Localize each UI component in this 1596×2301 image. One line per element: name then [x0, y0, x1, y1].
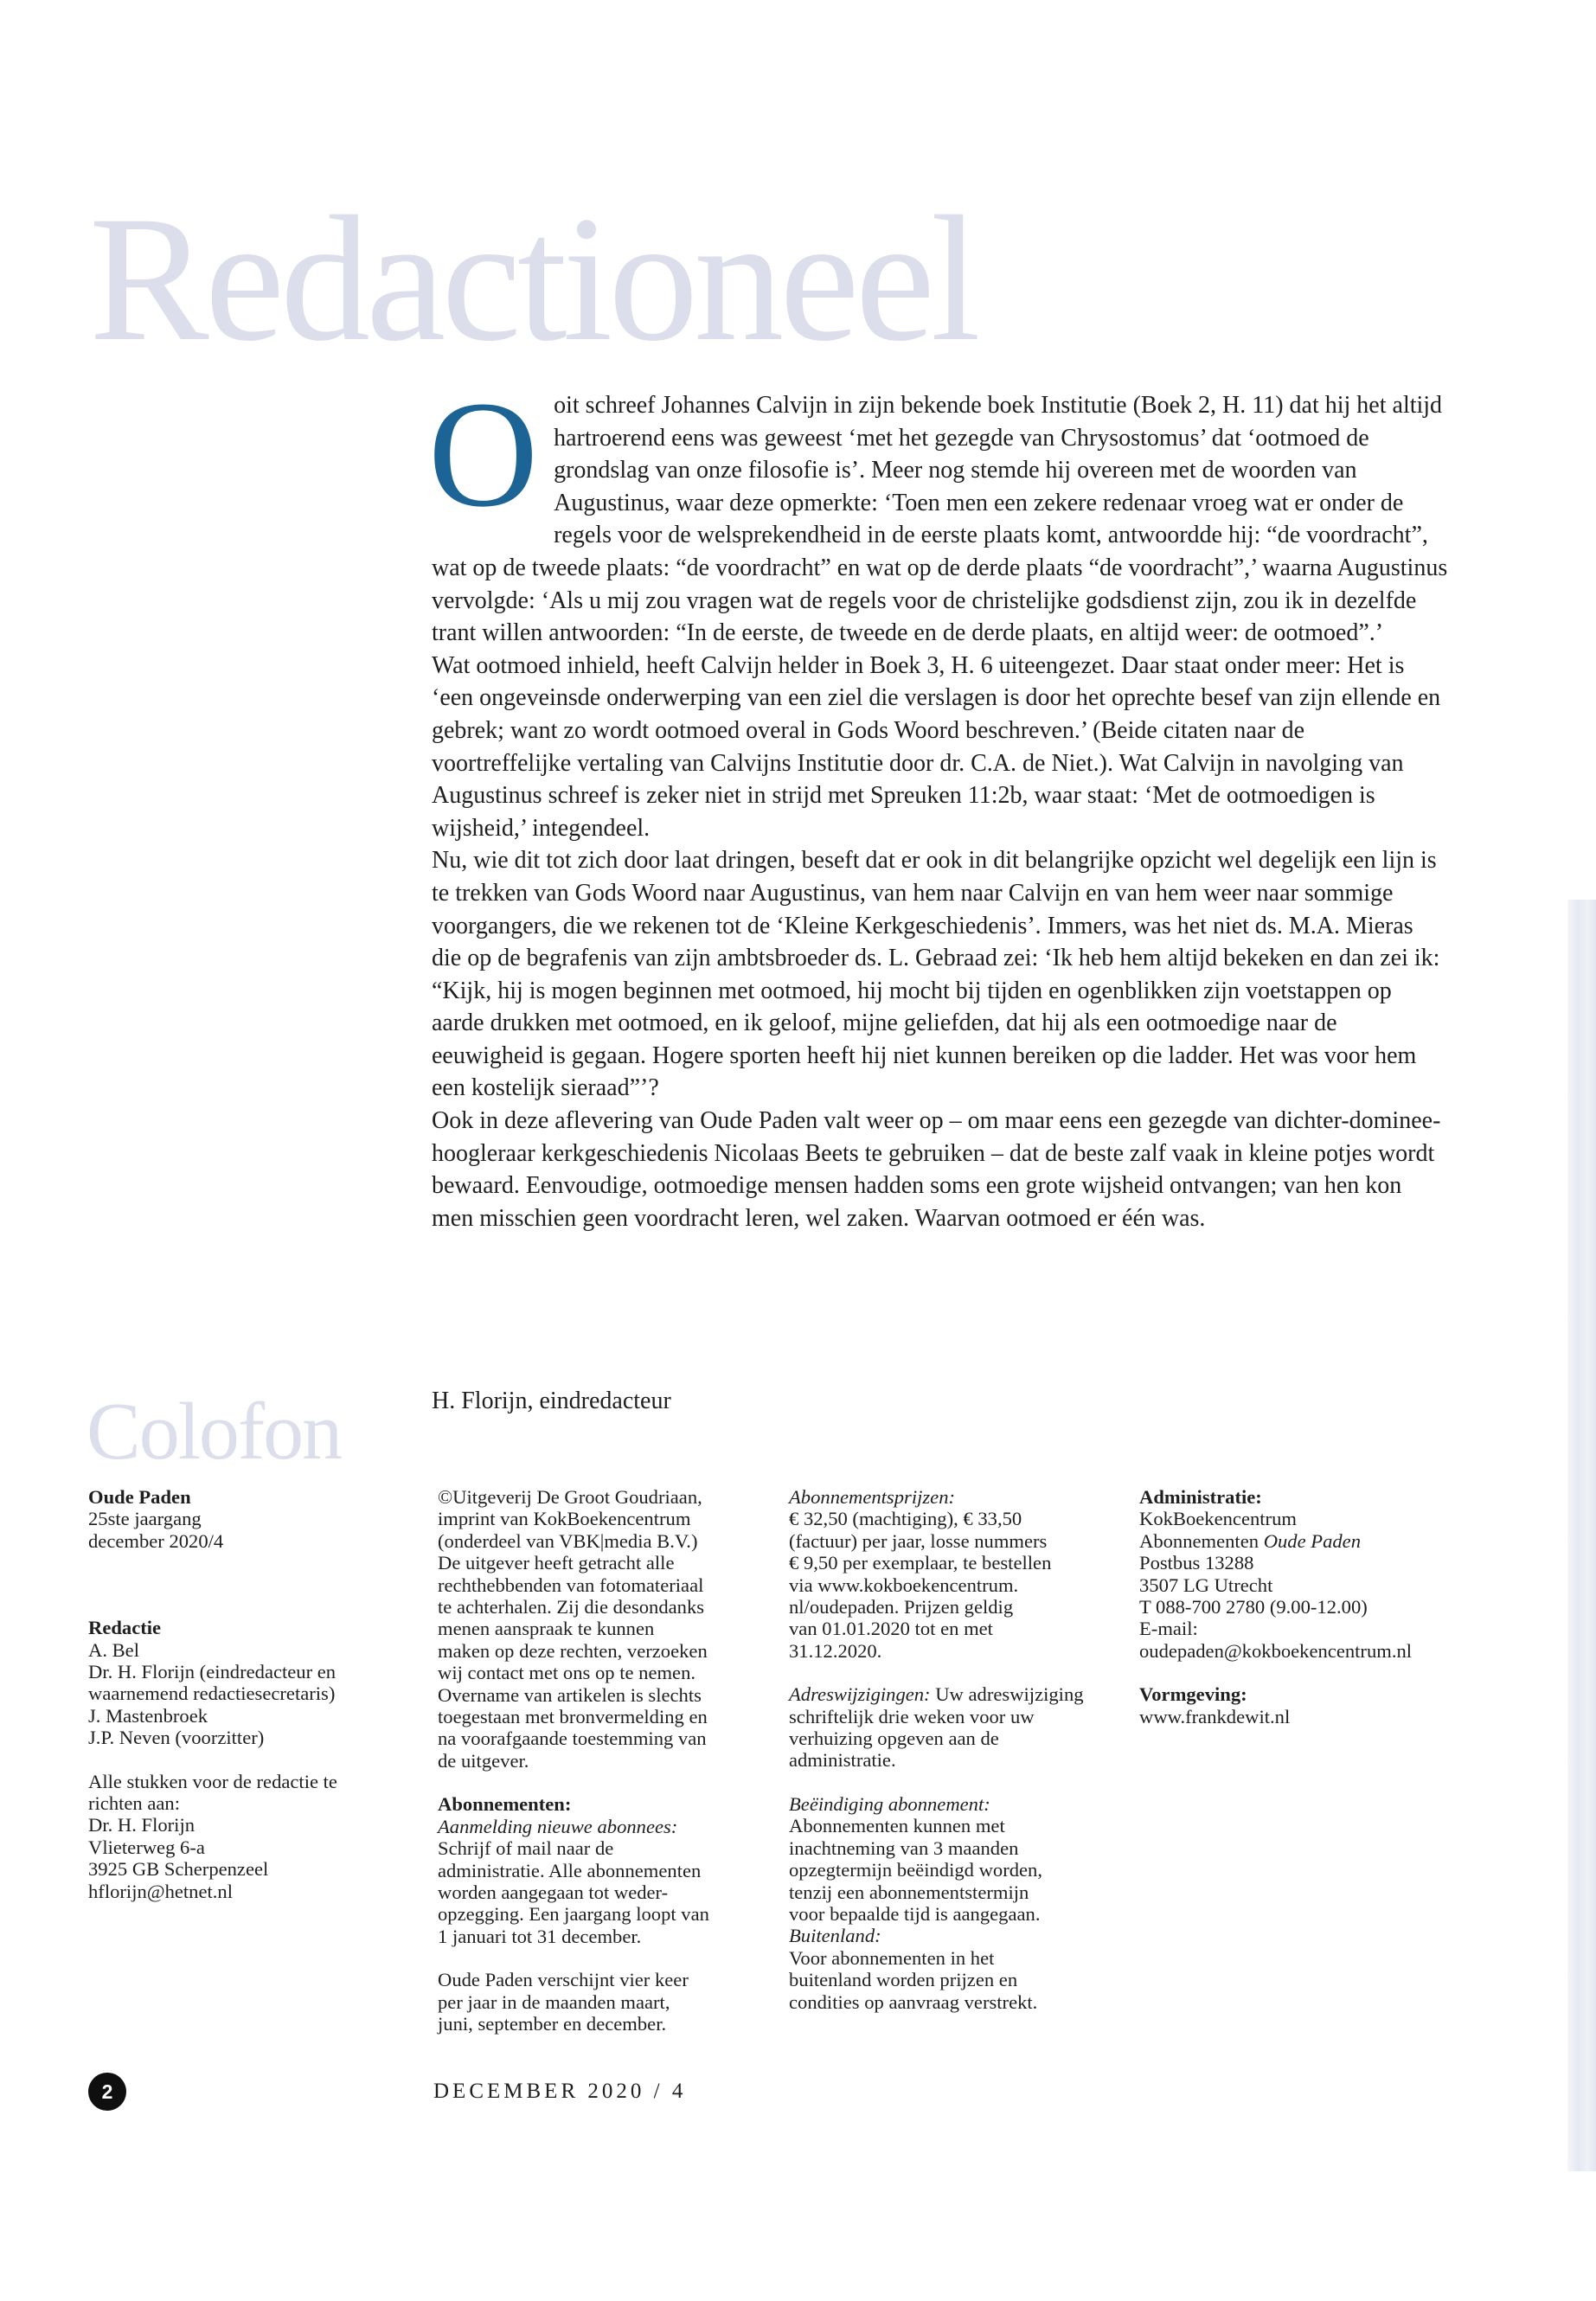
design-heading: Vormgeving:: [1139, 1683, 1247, 1706]
frequency-line: juni, september en december.: [438, 2012, 667, 2035]
admin-phone: T 088-700 2780 (9.00-12.00): [1139, 1596, 1368, 1618]
termination-line: inachtneming van 3 maanden: [789, 1836, 1019, 1859]
abroad-line: Voor abonnementen in het: [789, 1946, 995, 1969]
address-change-line: schriftelijk drie weken voor uw: [789, 1705, 1035, 1727]
colofon-column-administration: [1139, 1486, 1485, 1727]
publisher-line: De uitgever heeft getracht alle: [438, 1552, 675, 1574]
new-subscribers-label: Aanmelding nieuwe abonnees:: [438, 1815, 678, 1837]
subscriptions-heading: Abonnementen:: [438, 1793, 572, 1816]
prices-line: nl/oudepaden. Prijzen geldig: [789, 1596, 1014, 1618]
prices-line: € 9,50 per exemplaar, te bestellen: [789, 1552, 1052, 1574]
issue: december 2020/4: [88, 1529, 224, 1552]
termination-line: opzegtermijn beëindigd worden,: [789, 1859, 1043, 1881]
page-edge-decoration: [1567, 900, 1596, 2171]
prices-line: (factuur) per jaar, losse nummers: [789, 1529, 1048, 1552]
publisher-line: toegestaan met bronvermelding en: [438, 1706, 708, 1728]
design-url: www.frankdewit.nl: [1139, 1705, 1291, 1727]
abroad-line: buitenland worden prijzen en: [789, 1969, 1018, 1991]
article-paragraph-4: Ook in deze aflevering van Oude Paden valt weer op – om maar eens een gezegde van dichter-dominee-hoogleraar kerkgeschiedenis Nicolaas Beets te gebruiken – dat de beste zalf vaak in kleine potjes wordt bewaard. Eenvoudige, ootmoedige mensen hadden soms een grote wijsheid ontvangen; van hen kon men misschien geen voordracht leren, wel zaken. Waarvan ootmoed er één was.: [432, 1107, 1441, 1232]
editorial-article: [428, 370, 1448, 1234]
termination-line: voor bepaalde tijd is aangegaan.: [789, 1902, 1041, 1925]
prices-line: 31.12.2020.: [789, 1639, 882, 1662]
publisher-line: rechthebbenden van fotomateriaal: [438, 1574, 704, 1596]
abroad-label: Buitenland:: [789, 1925, 881, 1947]
editor-line: Dr. H. Florijn (eindredacteur en: [88, 1661, 337, 1683]
new-subscribers-line: 1 januari tot 31 december.: [438, 1925, 642, 1947]
editor-line: J. Mastenbroek: [88, 1704, 208, 1727]
admin-heading: Administratie:: [1139, 1486, 1262, 1508]
editor-email: hflorijn@hetnet.nl: [88, 1880, 234, 1902]
new-subscribers-line: administratie. Alle abonnementen: [438, 1859, 702, 1881]
abroad-line: condities op aanvraag verstrekt.: [789, 1990, 1038, 2013]
prices-label: Abonnementsprijzen:: [789, 1486, 956, 1508]
magazine-name: Oude Paden: [88, 1486, 191, 1508]
frequency-line: per jaar in de maanden maart,: [438, 1990, 670, 2013]
admin-line: Postbus 13288: [1139, 1552, 1254, 1574]
page-title: Redactioneel: [89, 179, 977, 378]
admin-email: oudepaden@kokboekencentrum.nl: [1139, 1639, 1413, 1662]
publisher-line: maken op deze rechten, verzoeken: [438, 1639, 708, 1662]
article-paragraph-2: Wat ootmoed inhield, heeft Calvijn helder in Boek 3, H. 6 uiteengezet. Daar staat onder meer: Het is ‘een ongeveinsde onderwerping van een ziel die verslagen is door het oprechte besef van zijn ellende en gebrek; want zo wordt ootmoed overal in Gods Woord beschreven.’ (Beide citaten naar de voortreffelijke vertaling van Calvijns Institutie door dr. C.A. de Niet.). Wat Calvijn in navolging van Augustinus schreef is zeker niet in strijd met Spreuken 11:2b, waar staat: ‘Met de ootmoedigen is wijsheid,’ integendeel.: [432, 651, 1441, 842]
address-change-line: verhuizing opgeven aan de: [789, 1727, 999, 1750]
submit-line: richten aan:: [88, 1792, 181, 1815]
page-number-badge: 2: [88, 2073, 126, 2111]
publisher-line: te achterhalen. Zij die desondanks: [438, 1596, 705, 1618]
admin-line: E-mail:: [1139, 1618, 1198, 1640]
submit-line: Dr. H. Florijn: [88, 1814, 195, 1836]
editor-line: J.P. Neven (voorzitter): [88, 1727, 265, 1749]
prices-line: € 32,50 (machtiging), € 33,50: [789, 1508, 1022, 1530]
article-paragraph-3: Nu, wie dit tot zich door laat dringen, beseft dat er ook in dit belangrijke opzicht wel degelijk een lijn is te trekken van Gods Woord naar Augustinus, van hem naar Calvijn en van hem weer naar sommige voorgangers, die we rekenen tot de ‘Kleine Kerkgeschiedenis’. Immers, was het niet ds. M.A. Mieras die op de begrafenis van zijn ambtsbroeder ds. L. Gebraad zei: ‘Ik heb hem altijd bekeken en dan zei ik: “Kijk, hij is mogen beginnen met ootmoed, hij mocht bij tijden en ogenblikken zijn voetstappen op aarde drukken met ootmoed, en ik geloof, mijne geliefden, dat hij als een ootmoedige naar de eeuwigheid is gegaan. Hogere sporten heeft hij niet kunnen bereiken op die ladder. Het was voor hem een kostelijk sieraad”’?: [432, 847, 1440, 1102]
publisher-line: de uitgever.: [438, 1749, 529, 1772]
admin-line: 3507 LG Utrecht: [1139, 1574, 1273, 1596]
editorial-heading: Redactie: [88, 1617, 162, 1639]
volume: 25ste jaargang: [88, 1508, 202, 1530]
footer-issue: DECEMBER 2020 / 4: [433, 2080, 687, 2103]
admin-magazine-name: Oude Paden: [1263, 1529, 1361, 1552]
prices-line: via www.kokboekencentrum.: [789, 1574, 1019, 1596]
new-subscribers-line: opzegging. Een jaargang loopt van: [438, 1903, 709, 1926]
new-subscribers-line: Schrijf of mail naar de: [438, 1837, 614, 1860]
admin-org: KokBoekencentrum: [1139, 1508, 1297, 1530]
submit-line: Alle stukken voor de redactie te: [88, 1770, 337, 1792]
editor-line: A. Bel: [88, 1638, 139, 1661]
editor-line: waarnemend redactiesecretaris): [88, 1682, 336, 1705]
address-change-line: Adreswijzigingen: Uw adreswijziging: [789, 1683, 1084, 1706]
publisher-line: menen aanspraak te kunnen: [438, 1618, 655, 1640]
colofon-title: Colofon: [87, 1387, 342, 1477]
termination-line: tenzij een abonnementstermijn: [789, 1881, 1029, 1903]
admin-subscriptions: Abonnementen Oude Paden: [1139, 1529, 1361, 1552]
submit-line: Vlieterweg 6-a: [88, 1836, 205, 1858]
drop-cap: O: [428, 370, 539, 539]
article-signature: H. Florijn, eindredacteur: [432, 1388, 671, 1414]
address-change-line: administratie.: [789, 1749, 896, 1772]
colofon-column-prices: [789, 1486, 1109, 2013]
article-paragraph-1: Ooit schreef Johannes Calvijn in zijn bekende boek Institutie (Boek 2, H. 11) dat hij het altijd hartroerend eens was geweest ‘met het gezegde van Chrysostomus’ dat ‘ootmoed de grondslag van onze filosofie is’. Meer nog stemde hij overeen met de woorden van Augustinus, waar deze opmerkte: ‘Toen men een zekere redenaar vroeg wat er onder de regels voor de welsprekendheid in de eerste plaats komt, antwoordde hij: “de voordracht”, wat op de tweede plaats: “de voordracht” en wat op de derde plaats “de voordracht”,’ waarna Augustinus vervolgde: ‘Als u mij zou vragen wat de regels voor de christelijke godsdienst zijn, zou ik in dezelfde trant willen antwoorden: “In de eerste, de tweede en de derde plaats, en altijd weer: de ootmoed”.’: [428, 370, 1448, 647]
publisher-line: na voorafgaande toestemming van: [438, 1727, 707, 1750]
termination-line: Abonnementen kunnen met: [789, 1815, 1005, 1837]
colofon-column-magazine: [88, 1486, 408, 1902]
frequency-line: Oude Paden verschijnt vier keer: [438, 1969, 689, 1991]
publisher-line: (onderdeel van VBK|media B.V.): [438, 1529, 698, 1552]
colofon-column-publisher: [438, 1486, 758, 2035]
submit-line: 3925 GB Scherpenzeel: [88, 1858, 269, 1881]
new-subscribers-line: worden aangegaan tot weder-: [438, 1881, 669, 1903]
publisher-line: ©Uitgeverij De Groot Goudriaan,: [438, 1486, 702, 1508]
prices-line: van 01.01.2020 tot en met: [789, 1618, 993, 1640]
publisher-line: imprint van KokBoekencentrum: [438, 1508, 691, 1530]
address-change-label: Adreswijzigingen:: [789, 1683, 931, 1706]
publisher-line: wij contact met ons op te nemen.: [438, 1662, 696, 1684]
termination-label: Beëindiging abonnement:: [789, 1792, 990, 1815]
publisher-line: Overname van artikelen is slechts: [438, 1683, 702, 1706]
